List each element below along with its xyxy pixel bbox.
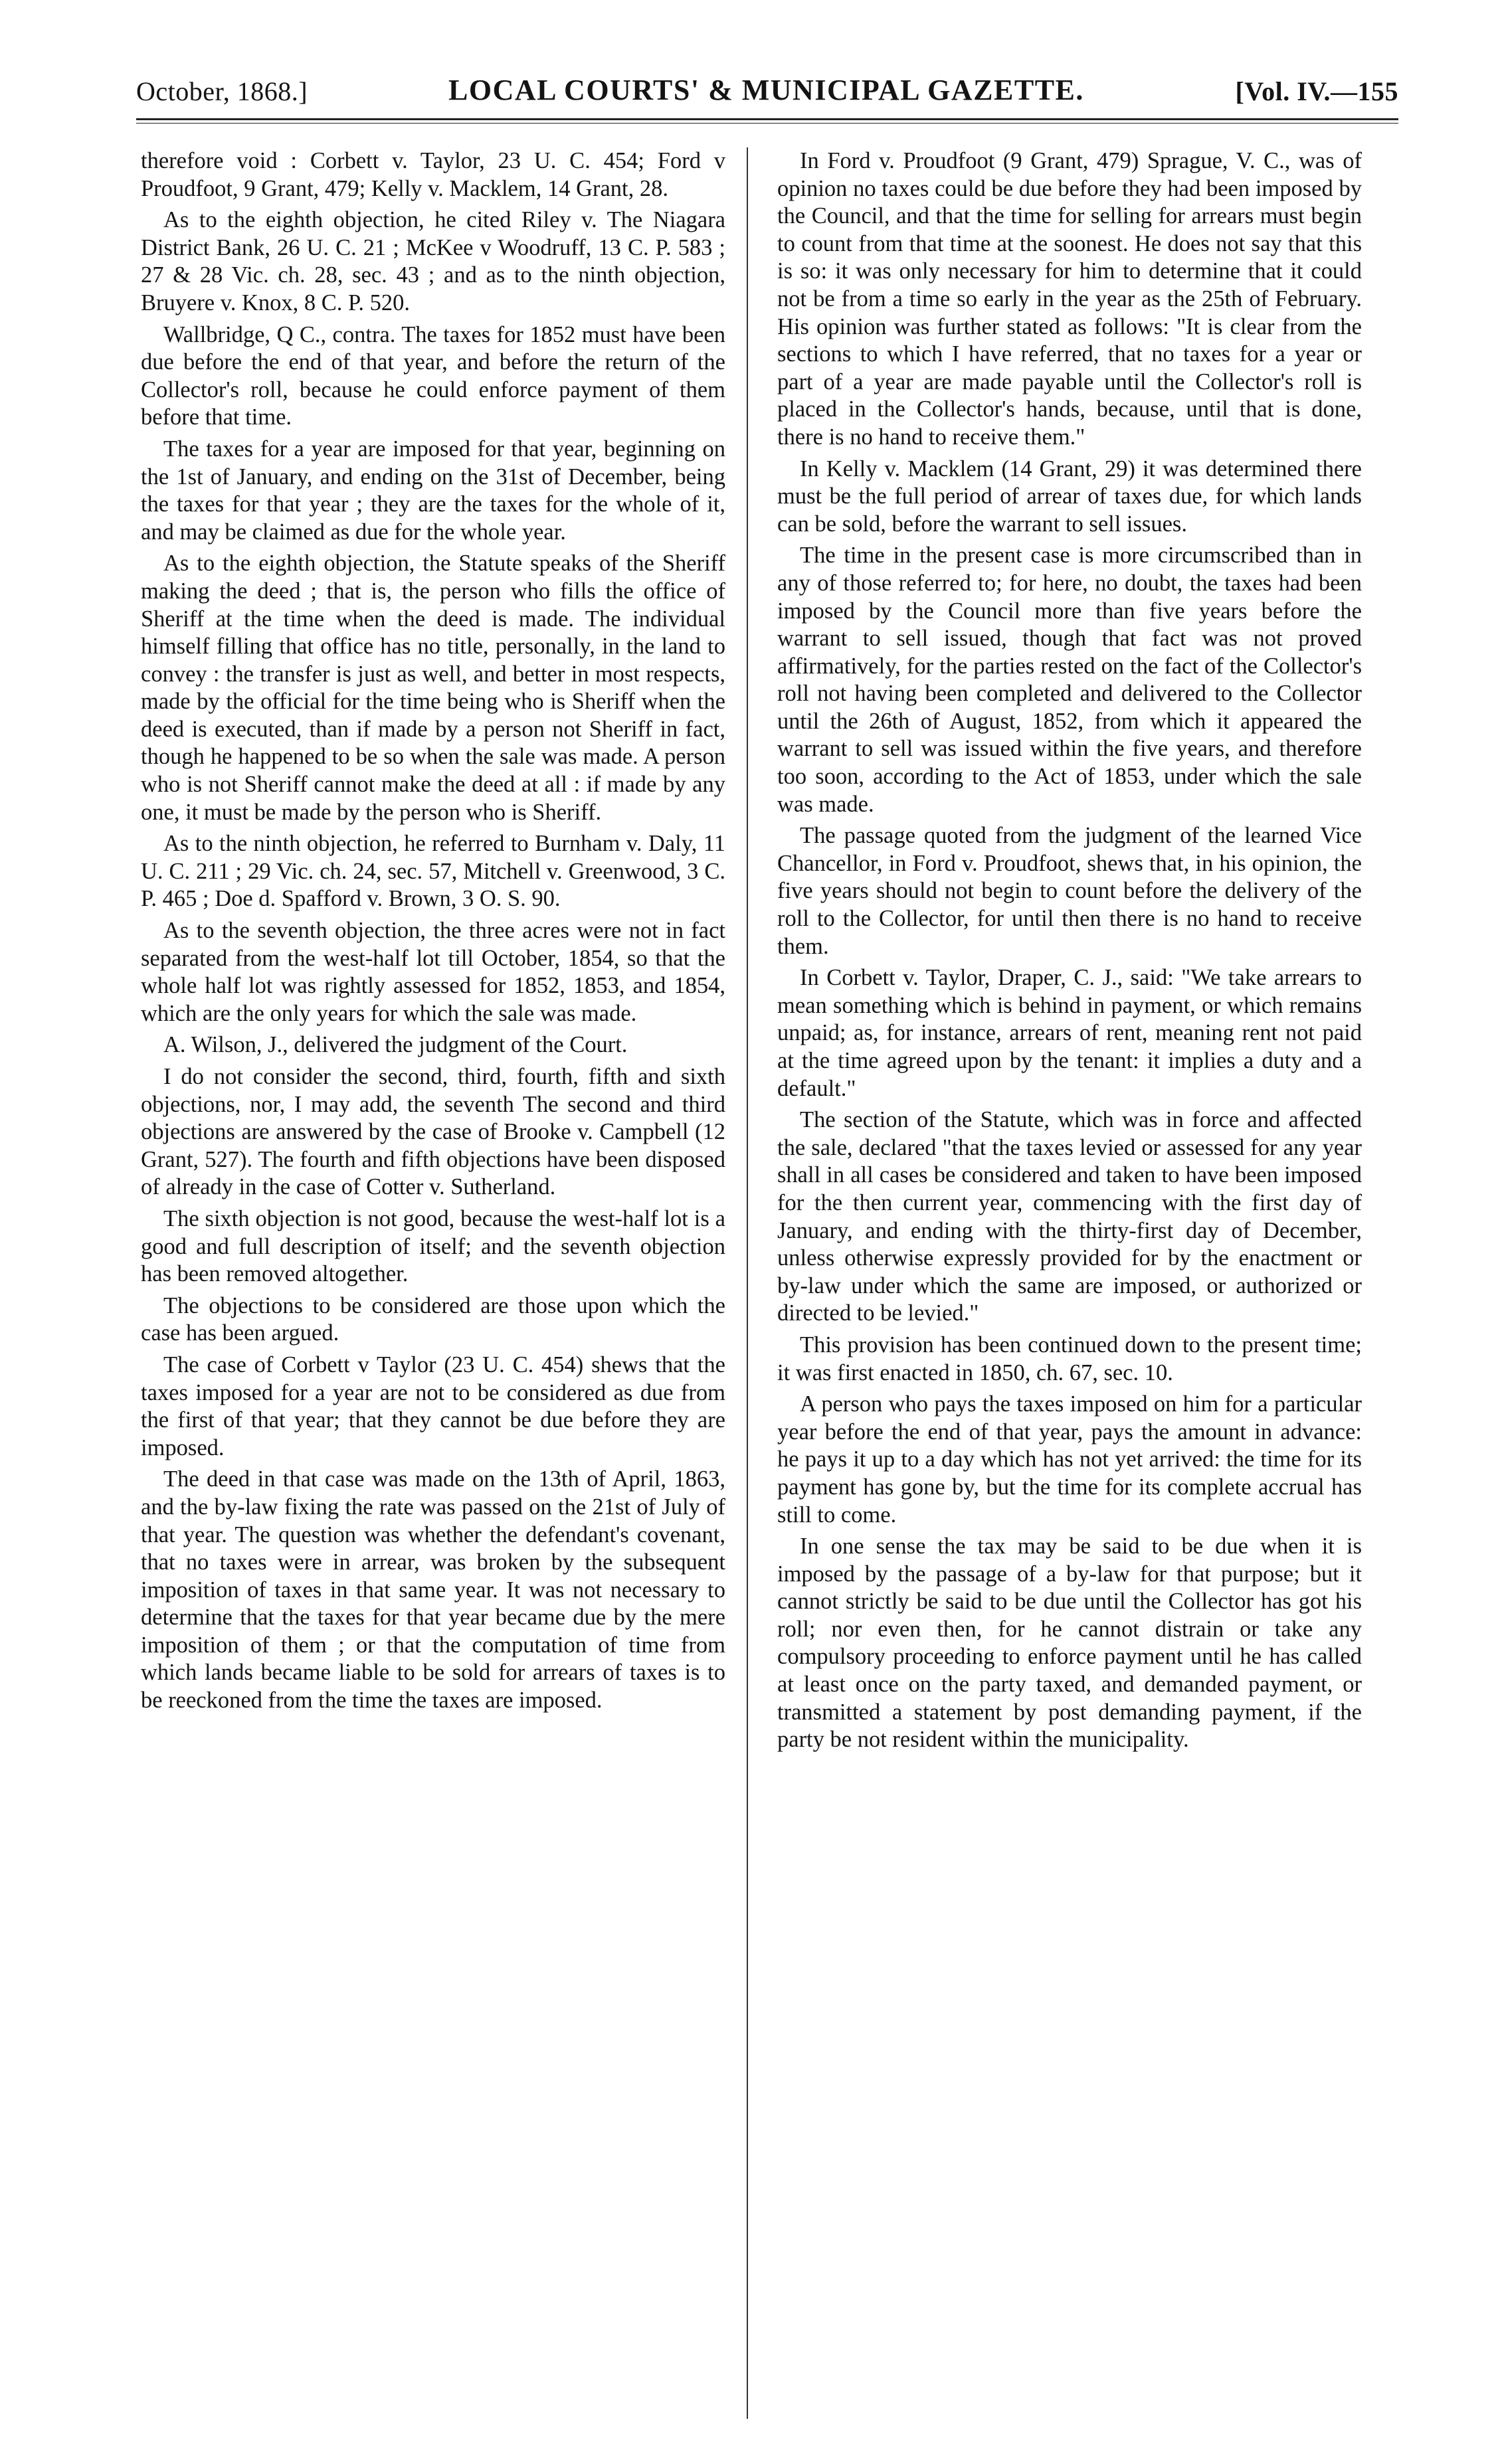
paragraph: The case of Corbett v Taylor (23 U. C. 454) shews that the taxes imposed for a year are not to be considered as due from the first of that year; that they cannot be due before they are imposed. bbox=[141, 1352, 725, 1460]
page-header bbox=[136, 66, 1398, 120]
paragraph: As to the ninth objection, he referred to Burnham v. Daly, 11 U. C. 211 ; 29 Vic. ch. 24, sec. 57, Mitchell v. Greenwood, 3 C. P. 465 ; Doe d. Spafford v. Brown, 3 O. S. 90. bbox=[141, 831, 725, 912]
paragraph: The sixth objection is not good, because the west-half lot is a good and full description of itself; and the seventh objection has been removed altogether. bbox=[141, 1205, 725, 1287]
issue-date: October, 1868.] bbox=[136, 76, 308, 106]
paragraph: In one sense the tax may be said to be due when it is imposed by the passage of a by-law for that purpose; but it cannot strictly be said to be due until the Collector has got his roll; nor even then, for he cannot distrain or take any compulsory proceeding to enforce payment until he has called at least once on the party taxed, and demanded payment, or transmitted a statement by post demanding payment, if the party be not resident within the municipality. bbox=[777, 1534, 1362, 1753]
paragraph: In Ford v. Proudfoot (9 Grant, 479) Sprague, V. C., was of opinion no taxes could be due before they had been imposed by the Council, and that the time for selling for arrears must begin to count from that time at the soonest. He does not say that this is so: it was only necessary for him to determine that it could not be from a time so early in the year as the 25th of February. His opinion was further stated as follows: "It is clear from the sections to which I have referred, that no taxes for a year or part of a year are made payable until the Collector's roll is placed in the Collector's hands, because, until that is done, there is no hand to receive them." bbox=[777, 148, 1362, 450]
header-rule-thin bbox=[136, 123, 1398, 124]
paragraph: The taxes for a year are imposed for that year, beginning on the 1st of January, and ending on the 31st of December, being the taxes for that year ; they are the taxes for the whole of it, and may be claimed as due for the whole year. bbox=[141, 436, 725, 545]
paragraph: I do not consider the second, third, fourth, fifth and sixth objections, nor, I may add, the seventh The second and third objections are answered by the case of Brooke v. Campbell (12 Grant, 527). The fourth and fifth objections have been disposed of already in the case of Cotter v. Sutherland. bbox=[141, 1064, 725, 1200]
publication-title: LOCAL COURTS' & MUNICIPAL GAZETTE. bbox=[448, 74, 1084, 106]
volume-page-number: [Vol. IV.—155 bbox=[1235, 76, 1398, 106]
column-divider bbox=[747, 147, 748, 2419]
paragraph: A person who pays the taxes imposed on him for a particular year before the end of that year, pays the amount in advance: he pays it up to a day which has not yet arrived: the time for its payment has gone by, but the time for its complete accrual has still to come. bbox=[777, 1391, 1362, 1528]
paragraph: A. Wilson, J., delivered the judgment of the Court. bbox=[163, 1032, 628, 1058]
left-column bbox=[141, 147, 725, 2425]
paragraph: Wallbridge, Q C., contra. The taxes for 1852 must have been due before the end of that year, and before the return of the Collector's roll, because he could enforce payment of them before that time. bbox=[141, 321, 725, 430]
paragraph: As to the eighth objection, he cited Riley v. The Niagara District Bank, 26 U. C. 21 ; McKee v Woodruff, 13 C. P. 583 ; 27 & 28 Vic. ch. 28, sec. 43 ; and as to the ninth objection, Bruyere v. Knox, 8 C. P. 520. bbox=[141, 207, 725, 315]
paragraph: The deed in that case was made on the 13th of April, 1863, and the by-law fixing the rate was passed on the 21st of July of that year. The question was whether the defendant's covenant, that no taxes were in arrear, was broken by the subsequent imposition of taxes in that same year. It was not necessary to determine that the taxes for that year became due by the mere imposition of them ; or that the computation of time from which lands became liable to be sold for arrears of taxes is to be reeckoned from the time the taxes are imposed. bbox=[141, 1466, 725, 1714]
paragraph: The section of the Statute, which was in force and affected the sale, declared "that the taxes levied or assessed for any year shall in all cases be considered and taken to have been imposed for the then current year, commencing with the first day of January, and ending with the thirty-first day of December, unless otherwise expressly provided for by the enactment or by-law under which the same are imposed, or authorized or directed to be levied." bbox=[777, 1107, 1362, 1326]
paragraph: As to the eighth objection, the Statute speaks of the Sheriff making the deed ; that is, the person who fills the office of Sheriff at the time when the deed is made. The individual himself filling that office has no title, personally, in the land to convey : the transfer is just as well, and better in most respects, made by the official for the time being who is Sheriff when the deed is executed, than if made by a person not Sheriff in fact, though he happened to be so when the sale was made. A person who is not Sheriff cannot make the deed at all : if made by any one, it must be made by the person who is Sheriff. bbox=[141, 551, 725, 825]
paragraph: The objections to be considered are those upon which the case has been argued. bbox=[141, 1292, 725, 1346]
header-rule bbox=[136, 118, 1398, 120]
right-column bbox=[777, 147, 1362, 2425]
paragraph: In Corbett v. Taylor, Draper, C. J., said: "We take arrears to mean something which is behind in payment, or which remains unpaid; as, for instance, arrears of rent, meaning rent not paid at the time agreed upon by the tenant: it implies a duty and a default." bbox=[777, 965, 1362, 1101]
paragraph: The passage quoted from the judgment of the learned Vice Chancellor, in Ford v. Proudfoot, shews that, in his opinion, the five years should not begin to count before the delivery of the roll to the Collector, for until then there is no hand to receive them. bbox=[777, 823, 1362, 959]
paragraph: This provision has been continued down to the present time; it was first enacted in 1850, ch. 67, sec. 10. bbox=[777, 1332, 1362, 1385]
paragraph: therefore void : Corbett v. Taylor, 23 U. C. 454; Ford v Proudfoot, 9 Grant, 479; Kelly v. Macklem, 14 Grant, 28. bbox=[141, 148, 725, 201]
paragraph: In Kelly v. Macklem (14 Grant, 29) it was determined there must be the full period of arrear of taxes due, for which lands can be sold, before the warrant to sell issues. bbox=[777, 456, 1362, 537]
paragraph: The time in the present case is more circumscribed than in any of those referred to; for here, no doubt, the taxes had been imposed by the Council more than five years before the warrant to sell issued, though that fact was not proved affirmatively, for the parties rested on the fact of the Collector's roll not having been completed and delivered to the Collector until the 26th of August, 1852, from which it appeared the warrant to sell was issued within the five years, and therefore too soon, according to the Act of 1853, under which the sale was made. bbox=[777, 543, 1362, 817]
paragraph: As to the seventh objection, the three acres were not in fact separated from the west-half lot till October, 1854, so that the whole half lot was rightly assessed for 1852, 1853, and 1854, which are the only years for which the sale was made. bbox=[141, 918, 725, 1026]
